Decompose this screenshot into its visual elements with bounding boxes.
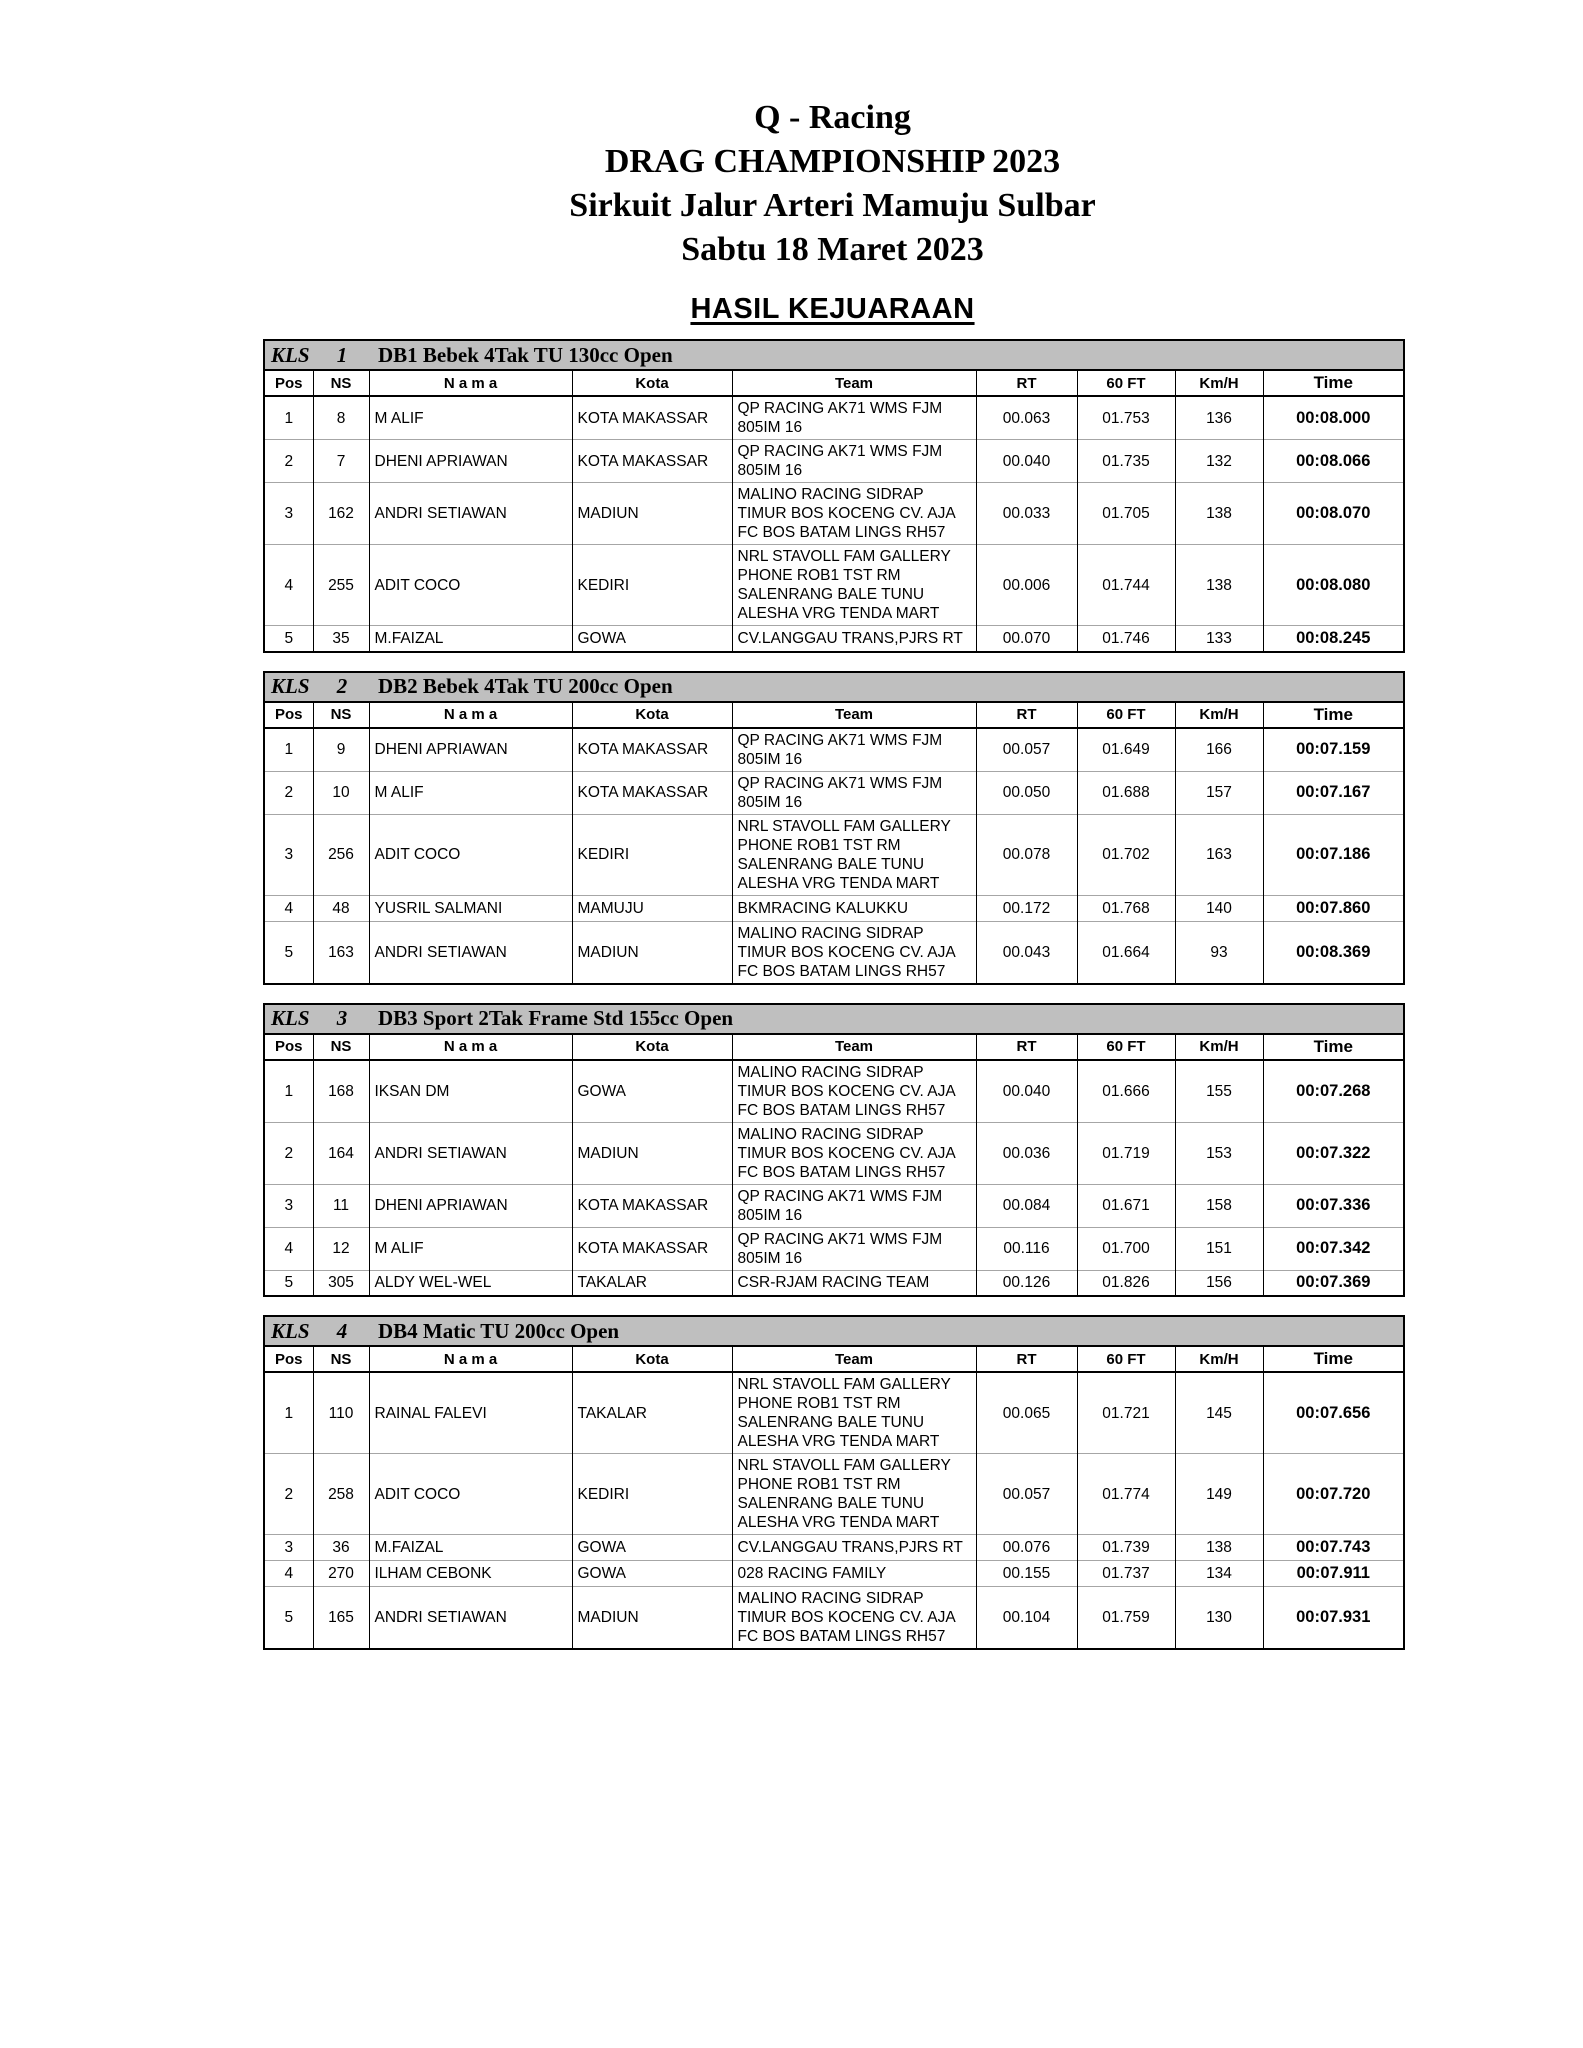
cell-team: QP RACING AK71 WMS FJM 805IM 16 (732, 396, 976, 440)
cell-kota: KOTA MAKASSAR (572, 728, 732, 772)
cell-ns: 11 (313, 1184, 369, 1227)
class-band (264, 1316, 1404, 1346)
cell-nama: ADIT COCO (369, 814, 572, 895)
cell-kmh: 138 (1175, 483, 1263, 545)
cell-nama: ILHAM CEBONK (369, 1561, 572, 1587)
cell-pos: 4 (264, 545, 313, 626)
cell-time: 00:07.159 (1263, 728, 1404, 772)
cell-kota: MADIUN (572, 1587, 732, 1650)
column-header-pos: Pos (264, 370, 313, 396)
class-kls-number: 4 (336, 1318, 348, 1343)
cell-team: CV.LANGGAU TRANS,PJRS RT (732, 626, 976, 652)
cell-team: CSR-RJAM RACING TEAM (732, 1270, 976, 1296)
title-line-date: Sabtu 18 Maret 2023 (681, 231, 984, 268)
results-table-kls-1 (263, 339, 1405, 653)
column-header-kmh: Km/H (1175, 702, 1263, 728)
cell-pos: 1 (284, 1404, 294, 1422)
cell-nama: M.FAIZAL (369, 1535, 572, 1561)
cell-time: 00:07.743 (1263, 1535, 1404, 1561)
cell-time: 00:07.336 (1263, 1184, 1404, 1227)
cell-pos: 1 (284, 1082, 294, 1100)
title-line-circuit: Sirkuit Jalur Arteri Mamuju Sulbar (569, 187, 1096, 224)
cell-pos: 2 (264, 440, 313, 483)
cell-ns: 163 (313, 921, 369, 984)
cell-ns: 7 (313, 440, 369, 483)
column-header-nama: N a m a (369, 1346, 572, 1372)
cell-kmh: 149 (1175, 1454, 1263, 1535)
cell-nama: RAINAL FALEVI (369, 1372, 572, 1454)
cell-rt: 00.043 (976, 921, 1077, 984)
cell-ns: 164 (313, 1122, 369, 1184)
cell-pos: 1 (284, 409, 294, 427)
cell-kmh: 151 (1175, 1227, 1263, 1270)
cell-pos: 2 (264, 1122, 313, 1184)
result-row (264, 771, 1404, 814)
cell-time: 00:07.268 (1263, 1060, 1404, 1123)
column-header-ft60: 60 FT (1077, 370, 1175, 396)
column-header-team: Team (732, 702, 976, 728)
cell-kmh: 93 (1175, 921, 1263, 984)
column-header-pos: Pos (264, 1346, 313, 1372)
cell-pos: 2 (264, 1454, 313, 1535)
cell-rt: 00.078 (976, 814, 1077, 895)
cell-team: QP RACING AK71 WMS FJM 805IM 16 (732, 1227, 976, 1270)
cell-rt: 00.057 (976, 1454, 1077, 1535)
cell-nama: M ALIF (369, 1227, 572, 1270)
cell-ft60: 01.739 (1077, 1535, 1175, 1561)
cell-time: 00:07.656 (1263, 1372, 1404, 1454)
cell-rt: 00.065 (976, 1372, 1077, 1454)
result-row (264, 1122, 1404, 1184)
cell-ft60: 01.737 (1077, 1561, 1175, 1587)
column-header-team: Team (732, 1346, 976, 1372)
cell-kota: MADIUN (572, 921, 732, 984)
cell-rt: 00.126 (976, 1270, 1077, 1296)
cell-kota: TAKALAR (572, 1270, 732, 1296)
cell-kota: KOTA MAKASSAR (572, 1227, 732, 1270)
class-name: DB3 Sport 2Tak Frame Std 155cc Open (378, 1006, 734, 1030)
cell-rt: 00.070 (976, 626, 1077, 652)
cell-ns: 10 (313, 771, 369, 814)
cell-time: 00:08.369 (1263, 921, 1404, 984)
result-row (264, 1227, 1404, 1270)
cell-rt: 00.155 (976, 1561, 1077, 1587)
cell-team: QP RACING AK71 WMS FJM 805IM 16 (732, 728, 976, 772)
cell-nama: ALDY WEL-WEL (369, 1270, 572, 1296)
cell-team: MALINO RACING SIDRAP TIMUR BOS KOCENG CV. AJA FC BOS BATAM LINGS RH57 (732, 1122, 976, 1184)
result-row (264, 1454, 1404, 1535)
class-band-content (265, 341, 1403, 369)
cell-nama: DHENI APRIAWAN (369, 440, 572, 483)
cell-time: 00:07.342 (1263, 1227, 1404, 1270)
cell-rt: 00.040 (976, 440, 1077, 483)
cell-nama: IKSAN DM (369, 1060, 572, 1123)
result-row (264, 895, 1404, 921)
cell-ns: 36 (313, 1535, 369, 1561)
cell-nama: M ALIF (369, 396, 572, 440)
cell-ft60: 01.768 (1077, 895, 1175, 921)
result-row (264, 1561, 1404, 1587)
cell-pos: 1 (284, 741, 294, 758)
cell-ns: 258 (313, 1454, 369, 1535)
class-band (264, 672, 1404, 702)
cell-kota: MAMUJU (572, 895, 732, 921)
column-header-team: Team (732, 1034, 976, 1060)
column-header-ft60: 60 FT (1077, 1346, 1175, 1372)
cell-ft60: 01.753 (1077, 396, 1175, 440)
cell-pos: 5 (264, 921, 313, 984)
cell-kota: KOTA MAKASSAR (572, 396, 732, 440)
cell-team: MALINO RACING SIDRAP TIMUR BOS KOCENG CV. AJA FC BOS BATAM LINGS RH57 (732, 1060, 976, 1123)
result-row (264, 1060, 1404, 1123)
class-name: DB1 Bebek 4Tak TU 130cc Open (378, 342, 673, 367)
result-row (264, 483, 1404, 545)
cell-ns: 256 (313, 814, 369, 895)
cell-kota: GOWA (572, 1535, 732, 1561)
cell-team: QP RACING AK71 WMS FJM 805IM 16 (732, 771, 976, 814)
cell-team: NRL STAVOLL FAM GALLERY PHONE ROB1 TST RM SALENRANG BALE TUNU ALESHA VRG TENDA MART (732, 1454, 976, 1535)
column-header-kota: Kota (572, 1034, 732, 1060)
cell-kota: MADIUN (572, 483, 732, 545)
cell-kmh: 155 (1175, 1060, 1263, 1123)
cell-ft60: 01.649 (1077, 728, 1175, 772)
column-header-kmh: Km/H (1175, 1346, 1263, 1372)
cell-ft60: 01.719 (1077, 1122, 1175, 1184)
result-row (264, 921, 1404, 984)
class-band (264, 340, 1404, 370)
cell-ns: 12 (313, 1227, 369, 1270)
cell-kota: GOWA (572, 1060, 732, 1123)
cell-kmh: 133 (1175, 626, 1263, 652)
cell-pos: 5 (264, 626, 313, 652)
cell-kmh: 157 (1175, 771, 1263, 814)
class-kls-label: KLS (271, 1006, 310, 1030)
column-header-rt: RT (976, 370, 1077, 396)
cell-nama: ANDRI SETIAWAN (369, 1122, 572, 1184)
cell-kmh: 156 (1175, 1270, 1263, 1296)
cell-kmh: 132 (1175, 440, 1263, 483)
cell-nama: ANDRI SETIAWAN (369, 921, 572, 984)
column-header-ns: NS (313, 702, 369, 728)
column-header-kmh: Km/H (1175, 370, 1263, 396)
cell-nama: M ALIF (369, 771, 572, 814)
result-row (264, 626, 1404, 652)
cell-ns: 270 (313, 1561, 369, 1587)
cell-ft60: 01.774 (1077, 1454, 1175, 1535)
column-header-time: Time (1263, 1034, 1404, 1060)
column-header-team: Team (732, 370, 976, 396)
column-header-nama: N a m a (369, 1034, 572, 1060)
result-row (264, 396, 1404, 440)
cell-time: 00:07.860 (1263, 895, 1404, 921)
cell-pos: 4 (264, 1227, 313, 1270)
column-header-time: Time (1263, 370, 1404, 396)
cell-ft60: 01.744 (1077, 545, 1175, 626)
column-header-ns: NS (313, 370, 369, 396)
column-header-kota: Kota (572, 370, 732, 396)
cell-time: 00:08.080 (1263, 545, 1404, 626)
column-header-ft60: 60 FT (1077, 1034, 1175, 1060)
column-header-kota: Kota (572, 702, 732, 728)
cell-rt: 00.104 (976, 1587, 1077, 1650)
cell-ns: 305 (313, 1270, 369, 1296)
cell-team: QP RACING AK71 WMS FJM 805IM 16 (732, 1184, 976, 1227)
cell-rt: 00.050 (976, 771, 1077, 814)
cell-rt: 00.063 (976, 396, 1077, 440)
cell-kmh: 138 (1175, 545, 1263, 626)
result-row (264, 1372, 1404, 1454)
cell-kota: KEDIRI (572, 814, 732, 895)
class-kls-number: 2 (336, 674, 348, 698)
cell-ft60: 01.826 (1077, 1270, 1175, 1296)
cell-pos: 4 (264, 895, 313, 921)
cell-time: 00:07.186 (1263, 814, 1404, 895)
cell-team: NRL STAVOLL FAM GALLERY PHONE ROB1 TST RM SALENRANG BALE TUNU ALESHA VRG TENDA MART (732, 545, 976, 626)
class-kls-label: KLS (271, 1318, 310, 1343)
column-header-ns: NS (313, 1346, 369, 1372)
cell-nama: ADIT COCO (369, 1454, 572, 1535)
column-header-nama: N a m a (369, 702, 572, 728)
cell-rt: 00.006 (976, 545, 1077, 626)
title-line-event: Q - Racing (754, 99, 911, 136)
column-header-time: Time (1263, 1346, 1404, 1372)
cell-team: MALINO RACING SIDRAP TIMUR BOS KOCENG CV. AJA FC BOS BATAM LINGS RH57 (732, 483, 976, 545)
cell-time: 00:07.720 (1263, 1454, 1404, 1535)
cell-time: 00:08.066 (1263, 440, 1404, 483)
cell-time: 00:07.322 (1263, 1122, 1404, 1184)
class-kls-label: KLS (271, 674, 310, 698)
cell-team: BKMRACING KALUKKU (732, 895, 976, 921)
cell-ft60: 01.688 (1077, 771, 1175, 814)
cell-team: QP RACING AK71 WMS FJM 805IM 16 (732, 440, 976, 483)
cell-kmh: 140 (1175, 895, 1263, 921)
cell-nama: ADIT COCO (369, 545, 572, 626)
cell-kmh: 163 (1175, 814, 1263, 895)
cell-nama: DHENI APRIAWAN (369, 1184, 572, 1227)
column-header-pos: Pos (264, 1034, 313, 1060)
result-row (264, 1535, 1404, 1561)
cell-pos: 3 (264, 483, 313, 545)
cell-pos: 5 (264, 1587, 313, 1650)
cell-rt: 00.057 (976, 728, 1077, 772)
result-row (264, 728, 1404, 772)
column-header-ft60: 60 FT (1077, 702, 1175, 728)
cell-pos: 3 (264, 814, 313, 895)
cell-kmh: 136 (1175, 396, 1263, 440)
document-title-block (250, 96, 1415, 272)
cell-time: 00:07.167 (1263, 771, 1404, 814)
title-line-championship: DRAG CHAMPIONSHIP 2023 (604, 143, 1061, 180)
class-band-content (265, 673, 1403, 701)
cell-kmh: 134 (1175, 1561, 1263, 1587)
cell-kota: TAKALAR (572, 1372, 732, 1454)
column-header-rt: RT (976, 1034, 1077, 1060)
cell-nama: ANDRI SETIAWAN (369, 1587, 572, 1650)
cell-team: NRL STAVOLL FAM GALLERY PHONE ROB1 TST RM SALENRANG BALE TUNU ALESHA VRG TENDA MART (732, 1372, 976, 1454)
cell-ft60: 01.671 (1077, 1184, 1175, 1227)
cell-time: 00:08.245 (1263, 626, 1404, 652)
result-row (264, 1270, 1404, 1296)
cell-pos: 4 (264, 1561, 313, 1587)
cell-ns: 255 (313, 545, 369, 626)
cell-ft60: 01.664 (1077, 921, 1175, 984)
cell-nama: ANDRI SETIAWAN (369, 483, 572, 545)
cell-ns: 162 (313, 483, 369, 545)
class-band-content (265, 1005, 1403, 1033)
cell-ns: 8 (313, 396, 369, 440)
result-row (264, 440, 1404, 483)
cell-rt: 00.172 (976, 895, 1077, 921)
result-row (264, 1184, 1404, 1227)
column-header-time: Time (1263, 702, 1404, 728)
cell-time: 00:08.070 (1263, 483, 1404, 545)
cell-ft60: 01.702 (1077, 814, 1175, 895)
cell-ns: 48 (313, 895, 369, 921)
class-kls-number: 3 (336, 1006, 348, 1030)
result-row (264, 545, 1404, 626)
cell-ft60: 01.735 (1077, 440, 1175, 483)
cell-team: MALINO RACING SIDRAP TIMUR BOS KOCENG CV. AJA FC BOS BATAM LINGS RH57 (732, 921, 976, 984)
column-header-kota: Kota (572, 1346, 732, 1372)
cell-rt: 00.033 (976, 483, 1077, 545)
cell-kmh: 130 (1175, 1587, 1263, 1650)
results-table-kls-4 (263, 1315, 1405, 1650)
results-tables (263, 339, 1583, 1650)
cell-rt: 00.040 (976, 1060, 1077, 1123)
cell-kota: KOTA MAKASSAR (572, 1184, 732, 1227)
cell-ns: 35 (313, 626, 369, 652)
cell-nama: M.FAIZAL (369, 626, 572, 652)
cell-kota: GOWA (572, 626, 732, 652)
class-band-content (265, 1317, 1403, 1345)
cell-team: 028 RACING FAMILY (732, 1561, 976, 1587)
cell-kota: KOTA MAKASSAR (572, 440, 732, 483)
column-header-nama: N a m a (369, 370, 572, 396)
cell-kota: KEDIRI (572, 545, 732, 626)
section-heading: HASIL KEJUARAAN (690, 293, 975, 325)
class-name: DB4 Matic TU 200cc Open (378, 1318, 620, 1343)
cell-ft60: 01.721 (1077, 1372, 1175, 1454)
cell-kota: KEDIRI (572, 1454, 732, 1535)
cell-ns: 168 (313, 1060, 369, 1123)
cell-team: CV.LANGGAU TRANS,PJRS RT (732, 1535, 976, 1561)
cell-ns: 165 (313, 1587, 369, 1650)
cell-kota: GOWA (572, 1561, 732, 1587)
class-kls-number: 1 (336, 342, 348, 367)
cell-ft60: 01.759 (1077, 1587, 1175, 1650)
column-header-rt: RT (976, 702, 1077, 728)
cell-team: NRL STAVOLL FAM GALLERY PHONE ROB1 TST RM SALENRANG BALE TUNU ALESHA VRG TENDA MART (732, 814, 976, 895)
result-row (264, 1587, 1404, 1650)
cell-pos: 3 (264, 1535, 313, 1561)
column-header-kmh: Km/H (1175, 1034, 1263, 1060)
cell-nama: YUSRIL SALMANI (369, 895, 572, 921)
cell-ns: 110 (313, 1372, 369, 1454)
result-row (264, 814, 1404, 895)
class-kls-label: KLS (271, 342, 310, 367)
cell-pos: 2 (264, 771, 313, 814)
cell-rt: 00.084 (976, 1184, 1077, 1227)
column-header-rt: RT (976, 1346, 1077, 1372)
cell-rt: 00.036 (976, 1122, 1077, 1184)
column-header-ns: NS (313, 1034, 369, 1060)
cell-time: 00:07.369 (1263, 1270, 1404, 1296)
cell-ft60: 01.666 (1077, 1060, 1175, 1123)
results-table-kls-3 (263, 1003, 1405, 1298)
cell-team: MALINO RACING SIDRAP TIMUR BOS KOCENG CV. AJA FC BOS BATAM LINGS RH57 (732, 1587, 976, 1650)
cell-ns: 9 (313, 728, 369, 772)
class-name: DB2 Bebek 4Tak TU 200cc Open (378, 674, 673, 698)
cell-kota: KOTA MAKASSAR (572, 771, 732, 814)
cell-pos: 3 (264, 1184, 313, 1227)
cell-ft60: 01.700 (1077, 1227, 1175, 1270)
cell-nama: DHENI APRIAWAN (369, 728, 572, 772)
cell-ft60: 01.705 (1077, 483, 1175, 545)
cell-ft60: 01.746 (1077, 626, 1175, 652)
cell-rt: 00.076 (976, 1535, 1077, 1561)
cell-kota: MADIUN (572, 1122, 732, 1184)
cell-kmh: 166 (1175, 728, 1263, 772)
cell-pos: 5 (264, 1270, 313, 1296)
cell-kmh: 138 (1175, 1535, 1263, 1561)
cell-time: 00:07.911 (1263, 1561, 1404, 1587)
cell-time: 00:08.000 (1263, 396, 1404, 440)
column-header-pos: Pos (264, 702, 313, 728)
cell-kmh: 153 (1175, 1122, 1263, 1184)
cell-time: 00:07.931 (1263, 1587, 1404, 1650)
cell-kmh: 145 (1175, 1372, 1263, 1454)
results-table-kls-2 (263, 671, 1405, 985)
cell-rt: 00.116 (976, 1227, 1077, 1270)
class-band (264, 1004, 1404, 1034)
cell-kmh: 158 (1175, 1184, 1263, 1227)
